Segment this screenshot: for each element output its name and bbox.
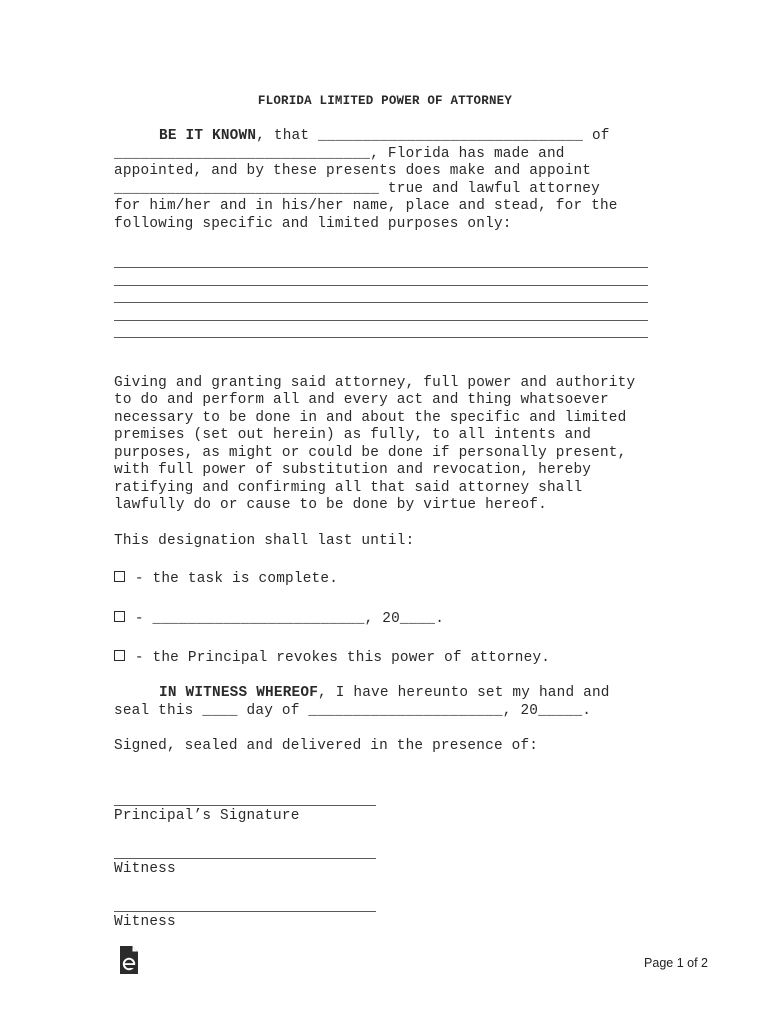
intro-line-1 — [159, 128, 610, 146]
witness-whereof-line — [159, 685, 610, 703]
powers-line-7: ratifying and confirming all that said attorney shall — [114, 480, 583, 496]
option-label: - the task is complete. — [134, 571, 339, 587]
witness-1-label: Witness — [114, 861, 176, 877]
principal-county-blank[interactable]: _____________________________, Florida has made and — [114, 146, 565, 162]
attorney-name-blank[interactable]: ______________________________ true and lawful attorney — [114, 181, 600, 197]
witness-2-label: Witness — [114, 914, 176, 930]
purpose-line-5[interactable] — [114, 337, 648, 338]
witness-1-signature-line[interactable] — [114, 858, 376, 859]
option-label: - the Principal revokes this power of attorney. — [134, 650, 551, 666]
option-date-blank[interactable]: - ________________________, 20____. — [134, 611, 445, 627]
page-number: Page 1 of 2 — [644, 956, 708, 970]
be-it-known-label: BE IT KNOWN — [159, 128, 257, 144]
powers-line-6: with full power of substitution and revocation, hereby — [114, 462, 592, 478]
intro-line-6: following specific and limited purposes only: — [114, 216, 512, 232]
intro-line-5: for him/her and in his/her name, place and stead, for the — [114, 198, 618, 214]
designation-label: This designation shall last until: — [114, 533, 415, 549]
checkbox[interactable] — [114, 650, 125, 661]
checkbox[interactable] — [114, 571, 125, 582]
purpose-line-3[interactable] — [114, 302, 648, 303]
option-revokes[interactable] — [114, 650, 550, 668]
checkbox[interactable] — [114, 611, 125, 622]
option-date[interactable] — [114, 611, 444, 629]
witness-whereof-label: IN WITNESS WHEREOF — [159, 685, 319, 701]
witness-2-signature-line[interactable] — [114, 911, 376, 912]
purpose-line-1[interactable] — [114, 267, 648, 268]
purpose-line-4[interactable] — [114, 320, 648, 321]
signed-statement: Signed, sealed and delivered in the presence of: — [114, 738, 539, 754]
eforms-logo-icon — [118, 944, 140, 976]
intro-line-3: appointed, and by these presents does make and appoint — [114, 163, 592, 179]
document-title: FLORIDA LIMITED POWER OF ATTORNEY — [257, 94, 513, 108]
principal-signature-label: Principal’s Signature — [114, 808, 300, 824]
powers-line-1: Giving and granting said attorney, full power and authority — [114, 375, 636, 391]
powers-line-4: premises (set out herein) as fully, to all intents and — [114, 427, 592, 443]
seal-date-blank[interactable]: seal this ____ day of ______________________, 20_____. — [114, 703, 592, 719]
witness-whereof-text: , I have hereunto set my hand and — [318, 685, 610, 701]
option-task-complete[interactable] — [114, 571, 338, 589]
powers-line-3: necessary to be done in and about the specific and limited — [114, 410, 627, 426]
purpose-line-2[interactable] — [114, 285, 648, 286]
powers-line-8: lawfully do or cause to be done by virtue hereof. — [114, 497, 547, 513]
powers-line-2: to do and perform all and every act and thing whatsoever — [114, 392, 609, 408]
principal-name-blank[interactable]: , that ______________________________ of — [256, 128, 610, 144]
principal-signature-line[interactable] — [114, 805, 376, 806]
powers-line-5: purposes, as might or could be done if personally present, — [114, 445, 627, 461]
